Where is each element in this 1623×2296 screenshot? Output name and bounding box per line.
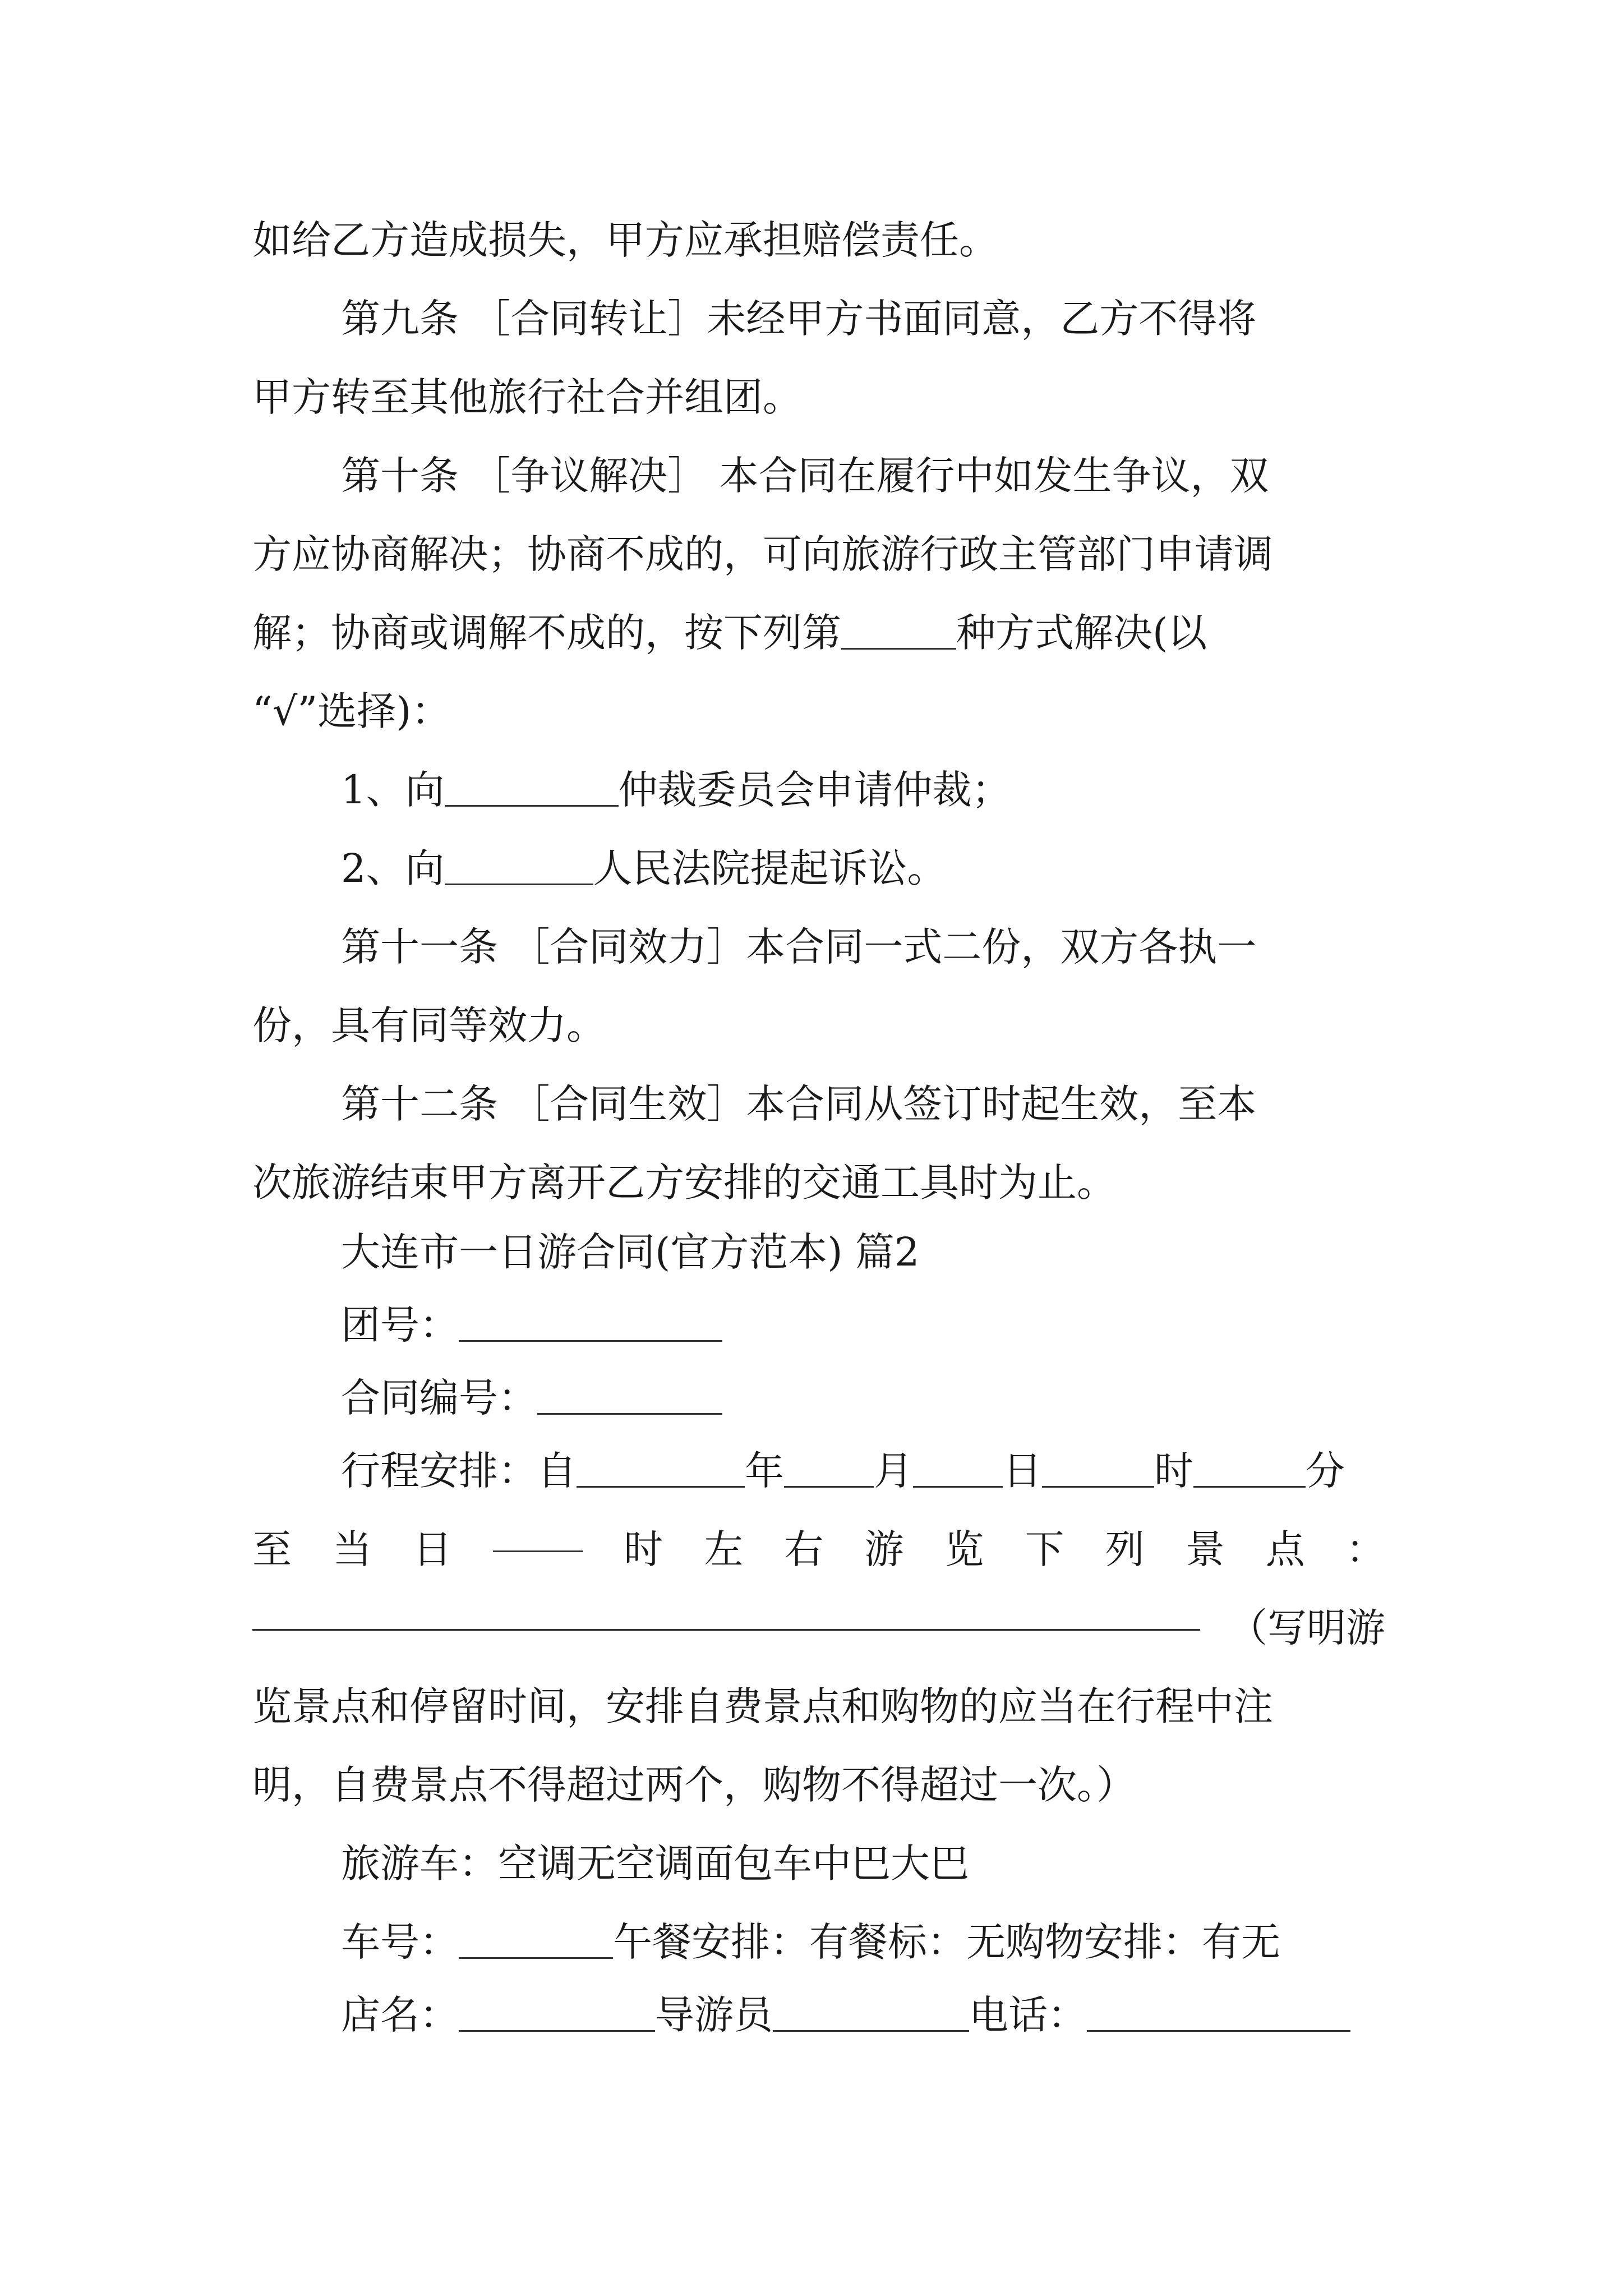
attractions-line — [252, 1589, 1385, 1667]
char: 览 — [944, 1526, 984, 1572]
char: 下 — [1025, 1526, 1064, 1572]
option-1-line — [252, 751, 1385, 829]
return-hour-blank — [493, 1510, 583, 1552]
char: 景 — [1185, 1526, 1225, 1572]
method-choice-blank — [841, 608, 956, 650]
meal-shopping-text: 午餐安排：有餐标：无购物安排：有无 — [613, 1919, 1280, 1965]
attractions-note-line-3: 明，自费景点不得超过两个，购物不得超过一次。） — [252, 1762, 1136, 1808]
article-12-line-1: 第十二条 ［合同生效］本合同从签订时起生效，至本 — [341, 1081, 1257, 1127]
article-9-line-2: 甲方转至其他旅行社合并组团。 — [252, 374, 802, 420]
court-blank — [445, 843, 593, 885]
option-2-line — [252, 829, 1385, 908]
article-11-line-2: 份，具有同等效力。 — [252, 1002, 606, 1048]
char: 左 — [704, 1526, 744, 1572]
article-10-line-4: “√”选择)： — [252, 688, 451, 734]
guide-label: 导游员 — [655, 1992, 773, 2038]
char: ： — [1345, 1526, 1385, 1572]
article-11-line-1: 第十一条 ［合同效力］本合同一式二份，双方各执一 — [341, 924, 1257, 970]
day-label: 日 — [1003, 1448, 1042, 1494]
char: 列 — [1105, 1526, 1145, 1572]
phone-label: 电话： — [969, 1992, 1087, 2038]
group-number-line — [252, 1286, 1385, 1364]
itinerary-label: 行程安排：自 — [341, 1448, 577, 1494]
char: 至 — [252, 1526, 292, 1572]
month-blank — [784, 1446, 874, 1488]
section-heading: 大连市一日游合同(官方范本) 篇2 — [341, 1229, 920, 1275]
article-10-line-3-text-b: 种方式解决(以 — [956, 610, 1207, 656]
group-number-blank — [459, 1300, 722, 1342]
year-label: 年 — [745, 1448, 784, 1494]
char: 时 — [624, 1526, 663, 1572]
option-1-suffix: 仲裁委员会申请仲裁； — [618, 767, 1011, 813]
vehicle-meal-line — [252, 1903, 1385, 1981]
article-10-line-1: 第十条 ［争议解决］ 本合同在履行中如发生争议，双 — [341, 453, 1269, 499]
hour-label: 时 — [1154, 1448, 1193, 1494]
vehicle-number-label: 车号： — [341, 1919, 459, 1965]
contract-number-line — [252, 1359, 1385, 1437]
arbitration-committee-blank — [445, 765, 619, 807]
article-10-line-3 — [252, 593, 1385, 672]
guide-name-blank — [773, 1990, 969, 2032]
minute-label: 分 — [1306, 1448, 1345, 1494]
text-line-1: 如给乙方造成损失，甲方应承担赔偿责任。 — [252, 217, 998, 263]
article-10-line-3-text-a: 解；协商或调解不成的，按下列第 — [252, 610, 841, 656]
shop-name-blank — [459, 1990, 655, 2032]
option-2-prefix: 2、向 — [341, 845, 445, 891]
contract-number-label: 合同编号： — [341, 1375, 537, 1421]
day-blank — [913, 1446, 1003, 1488]
attractions-note-line-2: 览景点和停留时间，安排自费景点和购物的应当在行程中注 — [252, 1683, 1273, 1729]
contract-number-blank — [537, 1373, 722, 1415]
attractions-note-start: （写明游 — [1228, 1605, 1385, 1651]
option-2-suffix: 人民法院提起诉讼。 — [593, 845, 947, 891]
attractions-blank — [252, 1589, 1200, 1631]
phone-blank — [1087, 1990, 1350, 2032]
group-number-label: 团号： — [341, 1302, 459, 1348]
char: 点 — [1265, 1526, 1305, 1572]
char: 游 — [864, 1526, 904, 1572]
minute-blank — [1193, 1446, 1306, 1488]
option-1-prefix: 1、向 — [341, 767, 445, 813]
year-blank — [577, 1446, 745, 1488]
article-10-line-2: 方应协商解决；协商不成的，可向旅游行政主管部门申请调 — [252, 531, 1273, 577]
itinerary-line — [252, 1432, 1385, 1510]
char: 当 — [333, 1526, 372, 1572]
hour-blank — [1042, 1446, 1154, 1488]
shop-name-label: 店名： — [341, 1992, 459, 2038]
vehicle-number-blank — [459, 1917, 613, 1959]
shop-guide-line — [252, 1976, 1385, 2054]
article-12-line-2: 次旅游结束甲方离开乙方安排的交通工具时为止。 — [252, 1159, 1116, 1205]
bus-type-line: 旅游车：空调无空调面包车中巴大巴 — [341, 1841, 969, 1887]
char: 日 — [413, 1526, 453, 1572]
article-9-line-1: 第九条 ［合同转让］未经甲方书面同意，乙方不得将 — [341, 296, 1257, 342]
char: 右 — [784, 1526, 824, 1572]
month-label: 月 — [874, 1448, 913, 1494]
itinerary-line-2 — [252, 1510, 1385, 1589]
